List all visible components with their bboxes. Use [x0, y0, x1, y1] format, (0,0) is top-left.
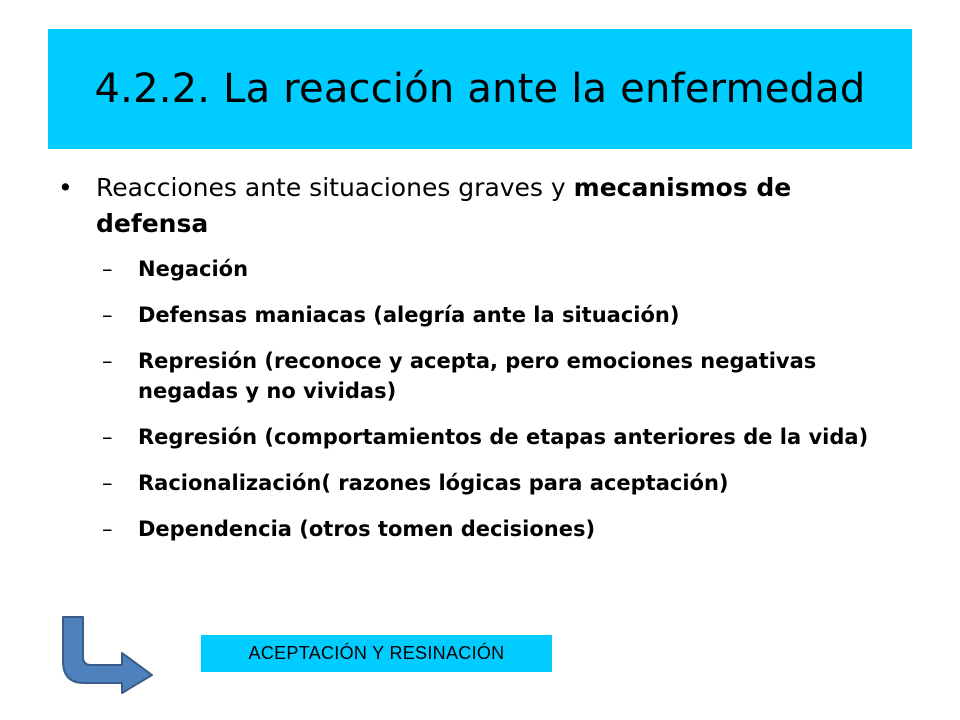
sub-item-defensas-maniacas [102, 300, 898, 330]
sub-item-regresion [102, 422, 898, 452]
sub-item-represion [102, 346, 898, 406]
bullet-text-bold: mecanismos de defensa [96, 173, 792, 238]
defense-mechanism-list [102, 254, 898, 544]
main-bullet [58, 170, 898, 242]
bent-arrow-shape [63, 617, 152, 693]
bent-arrow-icon [60, 615, 155, 695]
dash-marker: – [102, 303, 113, 327]
slide-content [58, 170, 898, 560]
sub-item-label: Dependencia (otros tomen decisiones) [138, 517, 596, 541]
slide-title: 4.2.2. La reacción ante la enfermedad [94, 66, 866, 112]
sub-item-dependencia [102, 514, 898, 544]
sub-item-label: Defensas maniacas (alegría ante la situación) [138, 303, 680, 327]
title-banner [48, 29, 912, 149]
sub-item-negacion [102, 254, 898, 284]
sub-item-label: Negación [138, 257, 249, 281]
bullet-dot: • [58, 173, 73, 202]
sub-item-label: Represión (reconoce y acepta, pero emociones negativas negadas y no vividas) [138, 349, 817, 403]
sub-item-racionalizacion [102, 468, 898, 498]
dash-marker: – [102, 517, 113, 541]
sub-item-label: Regresión (comportamientos de etapas anteriores de la vida) [138, 425, 869, 449]
dash-marker: – [102, 349, 113, 373]
dash-marker: – [102, 425, 113, 449]
dash-marker: – [102, 257, 113, 281]
acceptance-label: ACEPTACIÓN Y RESINACIÓN [248, 643, 505, 663]
acceptance-box [201, 635, 552, 672]
bullet-text-plain: Reacciones ante situaciones graves y [96, 173, 574, 202]
dash-marker: – [102, 471, 113, 495]
sub-item-label: Racionalización( razones lógicas para aceptación) [138, 471, 729, 495]
